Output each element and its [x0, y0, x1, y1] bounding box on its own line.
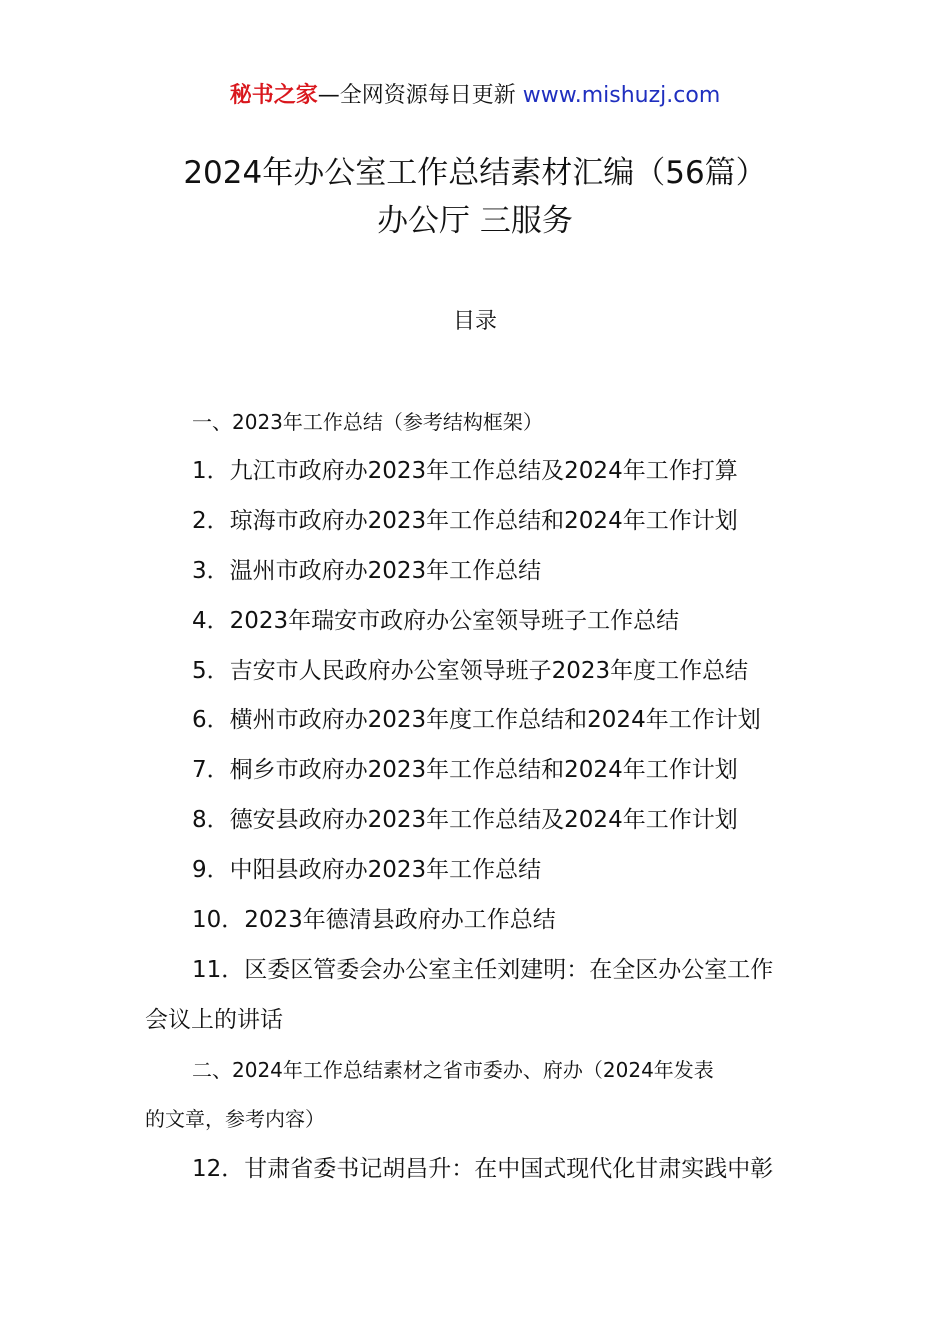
toc-entry: 2．琼海市政府办2023年工作总结和2024年工作计划 — [192, 508, 738, 534]
toc-entry-continuation: 会议上的讲话 — [145, 1007, 283, 1033]
toc-section-heading: 二、2024年工作总结素材之省市委办、府办（2024年发表 — [192, 1058, 714, 1082]
toc-entry: 8．德安县政府办2023年工作总结及2024年工作计划 — [192, 807, 738, 833]
toc-entry: 12．甘肃省委书记胡昌升：在中国式现代化甘肃实践中彰 — [192, 1156, 774, 1182]
banner-url-link[interactable]: www.mishuzj.com — [522, 83, 721, 108]
toc-section-continuation: 的文章，参考内容） — [145, 1107, 325, 1131]
toc-entry: 3．温州市政府办2023年工作总结 — [192, 558, 542, 584]
document-title: 2024年办公室工作总结素材汇编（56篇） — [183, 155, 767, 191]
toc-entry: 9．中阳县政府办2023年工作总结 — [192, 857, 542, 883]
toc-entry: 6．横州市政府办2023年度工作总结和2024年工作计划 — [192, 707, 761, 733]
toc-entry: 7．桐乡市政府办2023年工作总结和2024年工作计划 — [192, 757, 738, 783]
site-banner — [0, 80, 950, 112]
toc-entry: 4．2023年瑞安市政府办公室领导班子工作总结 — [192, 608, 680, 634]
toc-entry: 1．九江市政府办2023年工作总结及2024年工作打算 — [192, 458, 738, 484]
toc-entry: 11．区委区管委会办公室主任刘建明：在全区办公室工作 — [192, 957, 774, 983]
document-subtitle: 办公厅 三服务 — [377, 203, 573, 239]
toc-heading: 目录 — [452, 309, 497, 334]
banner-brand: 秘书之家 — [229, 83, 318, 108]
toc-section-heading: 一、2023年工作总结（参考结构框架） — [192, 410, 543, 434]
toc-entry: 5．吉安市人民政府办公室领导班子2023年度工作总结 — [192, 658, 749, 684]
banner-tagline: —全网资源每日更新 — [317, 83, 516, 108]
toc-entry: 10．2023年德清县政府办工作总结 — [192, 907, 556, 933]
